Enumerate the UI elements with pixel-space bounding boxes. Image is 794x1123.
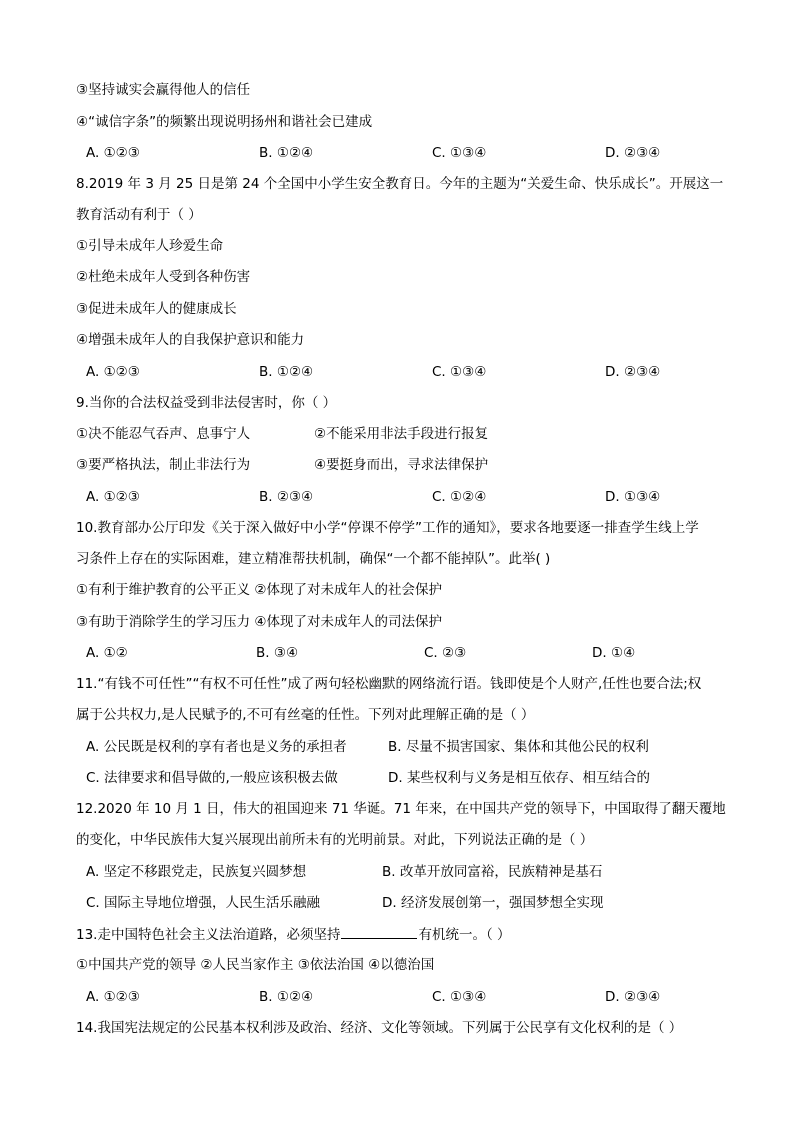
q13-option-a[interactable]: A. ①②③	[86, 989, 140, 1005]
q9-stem: 9.当你的合法权益受到非法侵害时，你（ ）	[76, 395, 337, 411]
q8-options	[86, 362, 726, 382]
q13-option-b[interactable]: B. ①②④	[259, 989, 314, 1005]
q8-stem-line-1: 8.2019 年 3 月 25 日是第 24 个全国中小学生安全教育日。今年的主题为“关爱生命、快乐成长”。开展这一	[76, 176, 724, 192]
q13-statements: ①中国共产党的领导 ②人民当家作主 ③依法治国 ④以德治国	[76, 957, 435, 973]
q11-stem-line-1: 11.“有钱不可任性”“有权不可任性”成了两句轻松幽默的网络流行语。钱即使是个人财产,任性也要合法;权	[76, 676, 702, 692]
q7-statement-3: ③坚持诚实会赢得他人的信任	[76, 82, 251, 98]
q8-stem-line-2: 教育活动有利于（ ）	[76, 207, 202, 223]
q9-option-a[interactable]: A. ①②③	[86, 489, 140, 505]
q8-option-a[interactable]: A. ①②③	[86, 364, 140, 380]
q13-stem-suffix: 有机统一。（ ）	[418, 927, 511, 943]
q12-option-a[interactable]: A. 坚定不移跟党走，民族复兴圆梦想	[86, 864, 307, 880]
q10-stem-line-2: 习条件上存在的实际困难，建立精准帮扶机制，确保“一个都不能掉队”。此举( )	[76, 551, 551, 567]
q8-statement-1: ①引导未成年人珍爱生命	[76, 238, 224, 254]
q8-option-c[interactable]: C. ①③④	[432, 364, 487, 380]
q7-options	[86, 143, 726, 163]
q13-stem	[76, 924, 726, 945]
q9-statement-4: ④要挺身而出，寻求法律保护	[314, 457, 489, 473]
q12-option-b[interactable]: B. 改革开放同富裕，民族精神是基石	[382, 864, 603, 880]
q7-option-c[interactable]: C. ①③④	[432, 145, 487, 161]
q10-stem-line-1: 10.教育部办公厅印发《关于深入做好中小学“停课不停学”工作的通知》，要求各地要逐一排查学生线上学	[76, 520, 699, 536]
q13-option-d[interactable]: D. ②③④	[605, 989, 661, 1005]
q7-statement-4: ④“诚信字条”的频繁出现说明扬州和谐社会已建成	[76, 114, 373, 130]
q14-stem: 14.我国宪法规定的公民基本权利涉及政治、经济、文化等领域。下列属于公民享有文化权利的是（ ）	[76, 1020, 683, 1036]
q9-option-c[interactable]: C. ①②④	[432, 489, 487, 505]
q10-statements-row-2: ③有助于消除学生的学习压力 ④体现了对未成年人的司法保护	[76, 614, 442, 630]
q13-stem-prefix: 13.走中国特色社会主义法治道路，必须坚持	[76, 927, 341, 943]
q11-options-row-1	[86, 737, 726, 757]
q11-option-c[interactable]: C. 法律要求和倡导做的,一般应该积极去做	[86, 770, 338, 786]
q9-statement-1: ①决不能忍气吞声、息事宁人	[76, 426, 251, 442]
q12-option-c[interactable]: C. 国际主导地位增强，人民生活乐融融	[86, 895, 321, 911]
q9-options	[86, 487, 726, 507]
q10-option-c[interactable]: C. ②③	[424, 645, 467, 661]
q10-options	[86, 643, 726, 663]
q11-options-row-2	[86, 768, 726, 788]
q8-statement-3: ③促进未成年人的健康成长	[76, 301, 237, 317]
q10-option-a[interactable]: A. ①②	[86, 645, 128, 661]
q10-statements-row-1: ①有利于维护教育的公平正义 ②体现了对未成年人的社会保护	[76, 582, 442, 598]
q10-option-d[interactable]: D. ①④	[592, 645, 636, 661]
q9-statement-3: ③要严格执法，制止非法行为	[76, 457, 251, 473]
q8-statement-2: ②杜绝未成年人受到各种伤害	[76, 269, 251, 285]
q11-stem-line-2: 属于公共权力,是人民赋予的,不可有丝毫的任性。下列对此理解正确的是（ ）	[76, 707, 535, 723]
q9-option-d[interactable]: D. ①③④	[605, 489, 661, 505]
q10-option-b[interactable]: B. ③④	[256, 645, 299, 661]
q12-stem-line-1: 12.2020 年 10 月 1 日，伟大的祖国迎来 71 华诞。71 年来，在中国共产党的领导下，中国取得了翻天覆地	[76, 801, 726, 817]
q13-blank	[341, 924, 417, 939]
q12-options-row-1	[86, 862, 726, 882]
q11-option-b[interactable]: B. 尽量不损害国家、集体和其他公民的权利	[388, 739, 649, 755]
q8-option-d[interactable]: D. ②③④	[605, 364, 661, 380]
q7-option-a[interactable]: A. ①②③	[86, 145, 140, 161]
q11-option-d[interactable]: D. 某些权利与义务是相互依存、相互结合的	[388, 770, 650, 786]
q12-option-d[interactable]: D. 经济发展创第一，强国梦想全实现	[382, 895, 604, 911]
q7-option-b[interactable]: B. ①②④	[259, 145, 314, 161]
q8-statement-4: ④增强未成年人的自我保护意识和能力	[76, 332, 305, 348]
q9-statement-2: ②不能采用非法手段进行报复	[314, 426, 489, 442]
q13-options	[86, 987, 726, 1007]
q11-option-a[interactable]: A. 公民既是权利的享有者也是义务的承担者	[86, 739, 347, 755]
q12-options-row-2	[86, 893, 726, 913]
q12-stem-line-2: 的变化，中华民族伟大复兴展现出前所未有的光明前景。对此，下列说法正确的是（ ）	[76, 832, 594, 848]
q8-option-b[interactable]: B. ①②④	[259, 364, 314, 380]
q13-option-c[interactable]: C. ①③④	[432, 989, 487, 1005]
q9-option-b[interactable]: B. ②③④	[259, 489, 314, 505]
q7-option-d[interactable]: D. ②③④	[605, 145, 661, 161]
